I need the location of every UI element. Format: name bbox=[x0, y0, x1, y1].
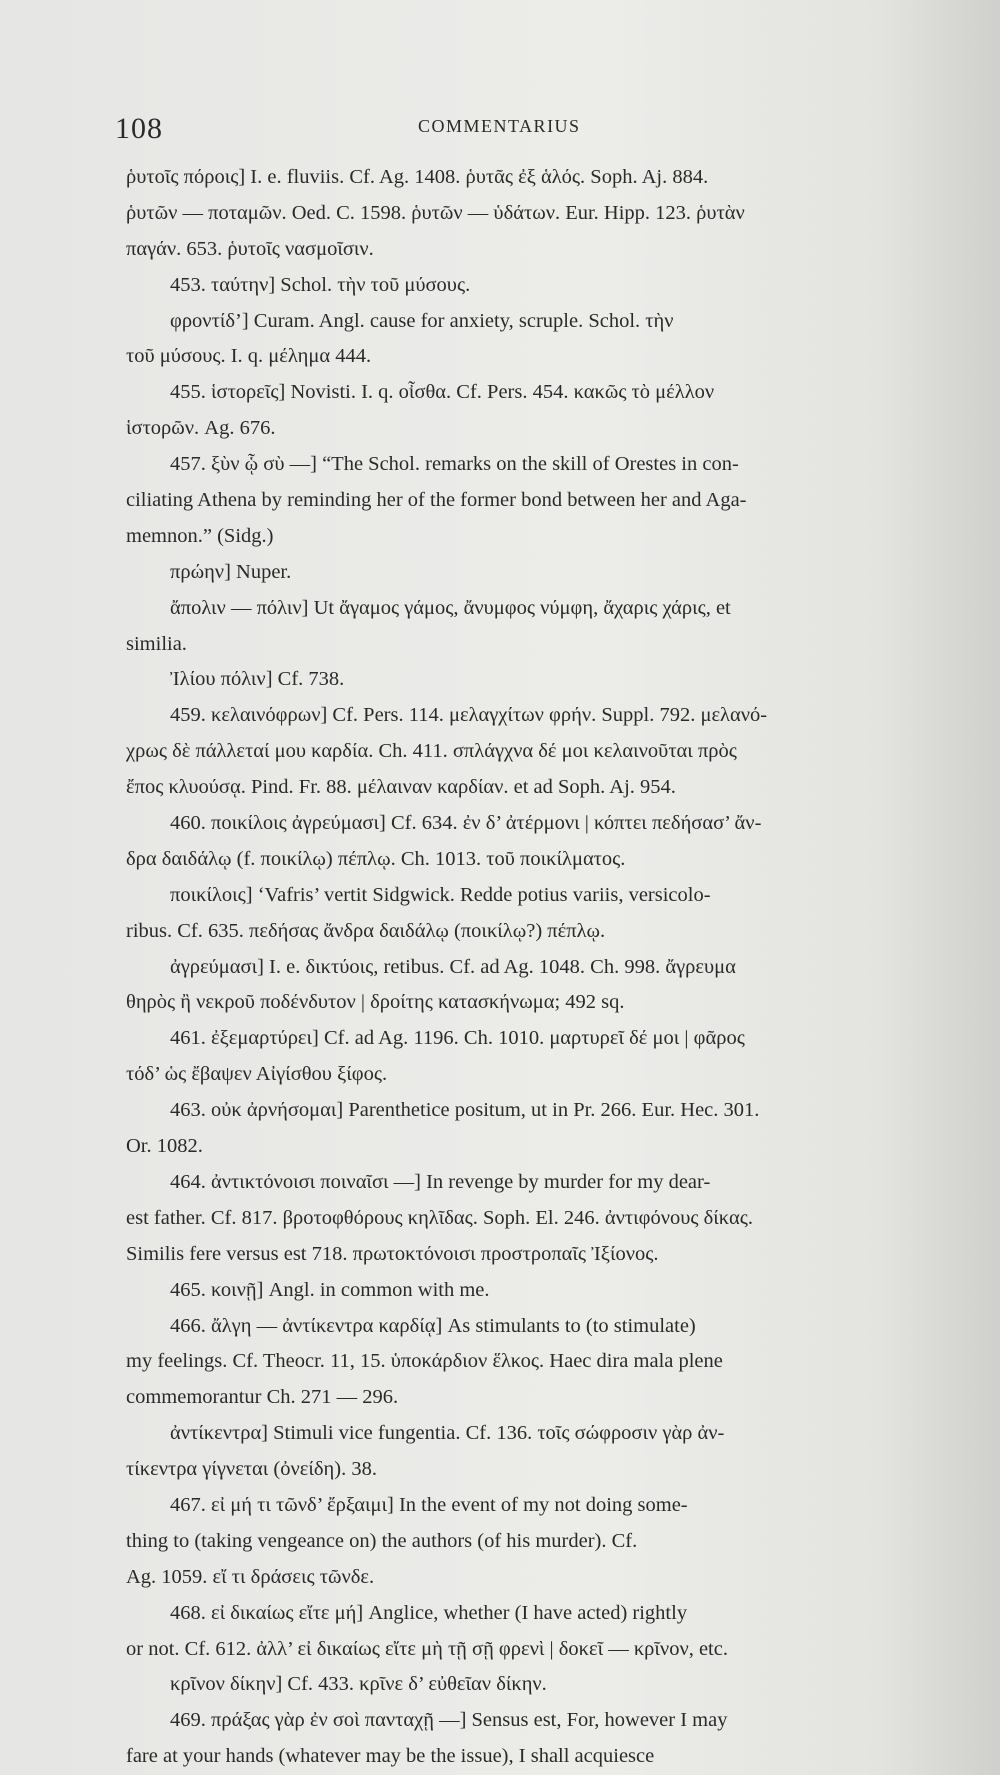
text-line: or not. Cf. 612. ἀλλ’ εἰ δικαίως εἴτε μὴ τῇ σῇ φρενὶ | δοκεῖ — κρῖνον, etc. bbox=[126, 1637, 728, 1660]
text-line: commemorantur Ch. 271 — 296. bbox=[126, 1386, 399, 1409]
text-line: φροντίδ’] Curam. Angl. cause for anxiety, scruple. Schol. τὴν bbox=[170, 309, 674, 332]
text-line: χρως δὲ πάλλεταί μου καρδία. Ch. 411. σπλάγχνα δέ μοι κελαινοῦται πρὸς bbox=[126, 740, 737, 763]
text-line: θηρὸς ἢ νεκροῦ ποδένδυτον | δροίτης κατασκήνωμα; 492 sq. bbox=[126, 991, 625, 1014]
text-line: 455. ἱστορεῖς] Novisti. I. q. οἶσθα. Cf. Pers. 454. κακῶς τὸ μέλλον bbox=[170, 381, 715, 404]
page-number: 108 bbox=[115, 112, 163, 145]
text-line: τοῦ μύσους. I. q. μέλημα 444. bbox=[126, 345, 372, 368]
text-line: est father. Cf. 817. βροτοφθόρους κηλῖδας. Soph. El. 246. ἀντιφόνους δίκας. bbox=[126, 1206, 753, 1229]
text-line: 466. ἄλγη — ἀντίκεντρα καρδίᾳ] As stimulants to (to stimulate) bbox=[170, 1314, 696, 1337]
text-line: 459. κελαινόφρων] Cf. Pers. 114. μελαγχίτων φρήν. Suppl. 792. μελανό- bbox=[170, 704, 768, 727]
text-line: 457. ξὺν ᾧ σὺ —] “The Schol. remarks on the skill of Orestes in con- bbox=[170, 453, 739, 476]
text-line: 468. εἰ δικαίως εἴτε μή] Anglice, whether (I have acted) rightly bbox=[170, 1601, 688, 1624]
text-line: ἱστορῶν. Ag. 676. bbox=[126, 417, 276, 440]
text-line: 461. ἐξεμαρτύρει] Cf. ad Ag. 1196. Ch. 1010. μαρτυρεῖ δέ μοι | φᾶρος bbox=[170, 1027, 745, 1050]
text-line: τόδ’ ὡς ἔβαψεν Αἰγίσθου ξίφος. bbox=[126, 1063, 388, 1086]
text-line: 453. ταύτην] Schol. τὴν τοῦ μύσους. bbox=[170, 273, 471, 296]
text-line: Or. 1082. bbox=[126, 1135, 203, 1158]
text-line: δρα δαιδάλῳ (f. ποικίλῳ) πέπλῳ. Ch. 1013. τοῦ ποικίλματος. bbox=[126, 847, 626, 870]
text-line: 464. ἀντικτόνοισι ποιναῖσι —] In revenge by murder for my dear- bbox=[170, 1170, 711, 1193]
text-line: similia. bbox=[126, 632, 187, 655]
text-line: 467. εἰ μή τι τῶνδ’ ἔρξαιμι] In the event of my not doing some- bbox=[170, 1493, 688, 1516]
text-line: ῥυτῶν — ποταμῶν. Oed. C. 1598. ῥυτῶν — ὑδάτων. Eur. Hipp. 123. ῥυτὰν bbox=[126, 201, 745, 224]
commentary-body bbox=[126, 160, 936, 1775]
text-line: ciliating Athena by reminding her of the former bond between her and Aga- bbox=[126, 489, 747, 512]
text-line: ποικίλοις] ‘Vafris’ vertit Sidgwick. Redde potius variis, versicolo- bbox=[170, 883, 711, 906]
text-line: ἄπολιν — πόλιν] Ut ἄγαμος γάμος, ἄνυμφος νύμφη, ἄχαρις χάρις, et bbox=[170, 596, 731, 619]
text-line: 469. πράξας γὰρ ἐν σοὶ πανταχῇ —] Sensus est, For, however I may bbox=[170, 1709, 728, 1732]
text-line: Similis fere versus est 718. πρωτοκτόνοισι προστροπαῖς Ἰξίονος. bbox=[126, 1242, 659, 1265]
text-line: ἀγρεύμασι] I. e. δικτύοις, retibus. Cf. ad Ag. 1048. Ch. 998. ἄγρευμα bbox=[170, 955, 736, 978]
text-line: τίκεντρα γίγνεται (ὀνείδη). 38. bbox=[126, 1458, 377, 1481]
text-line: ribus. Cf. 635. πεδήσας ἄνδρα δαιδάλῳ (ποικίλῳ?) πέπλῳ. bbox=[126, 919, 606, 942]
text-line: κρῖνον δίκην] Cf. 433. κρῖνε δ’ εὐθεῖαν δίκην. bbox=[170, 1673, 547, 1696]
text-line: 465. κοινῇ] Angl. in common with me. bbox=[170, 1278, 490, 1301]
text-line: my feelings. Cf. Theocr. 11, 15. ὑποκάρδιον ἕλκος. Haec dira mala plene bbox=[126, 1350, 723, 1373]
text-line: ῥυτοῖς πόροις] I. e. fluviis. Cf. Ag. 1408. ῥυτᾶς ἐξ ἁλός. Soph. Aj. 884. bbox=[126, 166, 709, 188]
text-line: ἀντίκεντρα] Stimuli vice fungentia. Cf. 136. τοῖς σώφροσιν γὰρ ἀν- bbox=[170, 1422, 725, 1445]
text-line: memnon.” (Sidg.) bbox=[126, 524, 274, 547]
running-head: COMMENTARIUS bbox=[418, 116, 581, 136]
text-line: 460. ποικίλοις ἀγρεύμασι] Cf. 634. ἐν δ’ ἀτέρμονι | κόπτει πεδήσασ’ ἄν- bbox=[170, 812, 762, 835]
text-line: πρώην] Nuper. bbox=[170, 560, 292, 583]
text-line: Ag. 1059. εἴ τι δράσεις τῶνδε. bbox=[126, 1565, 375, 1588]
text-line: fare at your hands (whatever may be the issue), I shall acquiesce bbox=[126, 1745, 655, 1768]
text-line: ἔπος κλυούσᾳ. Pind. Fr. 88. μέλαιναν καρδίαν. et ad Soph. Aj. 954. bbox=[126, 776, 676, 799]
text-line: thing to (taking vengeance on) the authors (of his murder). Cf. bbox=[126, 1529, 638, 1552]
text-line: Ἰλίου πόλιν] Cf. 738. bbox=[170, 668, 345, 691]
text-line: 463. οὐκ ἀρνήσομαι] Parenthetice positum, ut in Pr. 266. Eur. Hec. 301. bbox=[170, 1099, 760, 1122]
text-line: παγάν. 653. ῥυτοῖς νασμοῖσιν. bbox=[126, 237, 374, 260]
